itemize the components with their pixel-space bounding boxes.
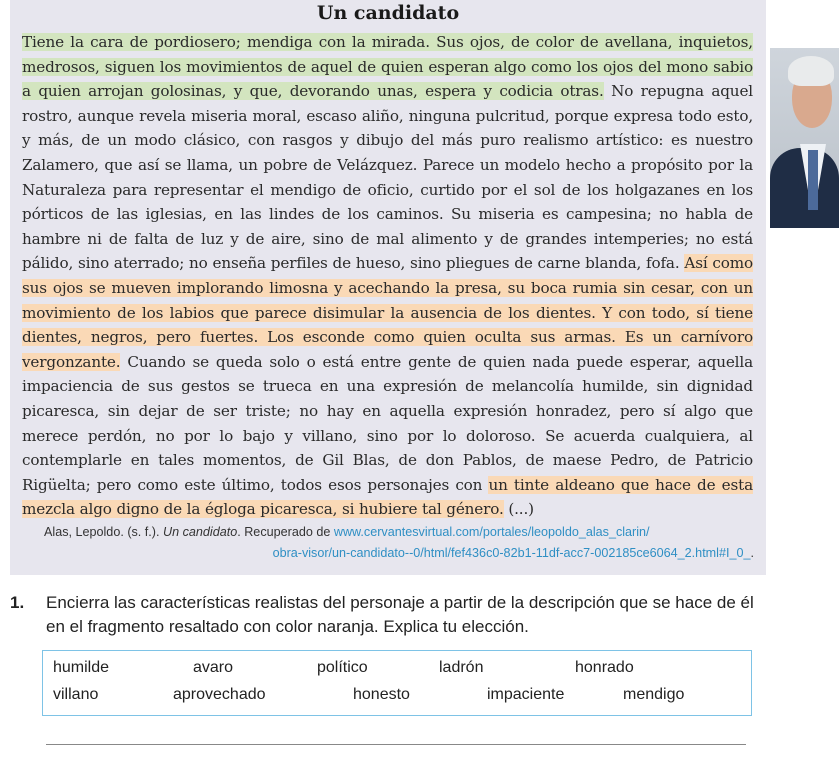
citation-link-1[interactable]: www.cervantesvirtual.com/portales/leopoldo_alas_clarin/ <box>333 525 650 539</box>
passage-plain-1: No repugna aquel rostro, aunque revela miseria moral, escaso aliño, ninguna pulcritud, porque expresa todo esto, y más, de un modo clásico, con rasgos y dibujo del más puro realismo artístico: es nuestro Zalamero, que así se llama, un pobre de Velázquez. Parece un modelo hecho a propósito por la Naturaleza para representar el mendigo de oficio, curtido por el sol de los holgazanes en los pórticos de las iglesias, en las lindes de los caminos. Su miseria es campesina; no habla de hambre ni de falta de luz y de aire, sino de mal alimento y de grandes intemperies; no está pálido, sino aterrado; no enseña perfiles de hueso, sino pliegues de carne blanda, fofa. <box>22 82 753 273</box>
word-option[interactable]: villano <box>53 686 99 703</box>
question-1 <box>10 591 770 639</box>
citation-link-2[interactable]: obra-visor/un-candidato--0/html/fef436c0-82b1-11df-acc7-002185ce6064_2.html#I_0_ <box>272 546 751 560</box>
highlight-orange-2: un tinte aldeano que hace de esta mezcla algo digno de la égloga picaresca, si hubiere tal género. <box>22 475 753 519</box>
citation-retrieved: . Recuperado de <box>237 525 334 539</box>
word-option[interactable]: aprovechado <box>173 686 266 703</box>
word-option[interactable]: político <box>317 659 368 676</box>
passage-ellipsis: (...) <box>503 500 534 519</box>
passage-text <box>22 30 753 522</box>
word-option[interactable]: impaciente <box>487 686 565 703</box>
question-text: Encierra las características realistas del personaje a partir de la descripción que se hace de él en el fragmento resaltado con color naranja. Explica tu elección. <box>46 593 754 636</box>
highlight-green: Tiene la cara de pordiosero; mendiga con la mirada. Sus ojos, de color de avellana, inquietos, medrosos, siguen los movimientos de aquel de quien esperan algo como los ojos del mono sabio a quien arrojan golosinas, y que, devorando unas, espera y codicia otras. <box>22 33 753 101</box>
word-option[interactable]: avaro <box>193 659 234 676</box>
citation-end: . <box>750 546 754 560</box>
word-option[interactable]: ladrón <box>439 659 484 676</box>
citation-work: Un candidato <box>163 525 238 539</box>
portrait-photo <box>770 48 839 228</box>
word-option[interactable]: humilde <box>53 659 110 676</box>
passage-plain-2: Cuando se queda solo o está entre gente de quien nada puede esperar, aquella impaciencia de sus gestos se trueca en una expresión de melancolía humilde, sin dignidad picaresca, sin dejar de ser triste; no hay en aquella expresión honradez, pero sí algo que merece perdón, no por lo bajo y villano, sino por lo doloroso. Se acuerda cualquiera, al contemplarle en tales momentos, de Gil Blas, de don Pablos, de maese Pedro, de Patricio Rigüelta; pero como este último, todos esos personajes con <box>22 352 753 494</box>
citation <box>44 522 754 564</box>
citation-author: Alas, Lepoldo. (s. f.). <box>44 525 163 539</box>
word-option[interactable]: mendigo <box>623 686 685 703</box>
word-option[interactable]: honesto <box>353 686 410 703</box>
answer-line[interactable] <box>46 744 746 745</box>
word-option[interactable]: honrado <box>575 659 634 676</box>
page-title: Un candidato <box>316 2 460 24</box>
highlight-orange-1: Así como sus ojos se mueven implorando limosna y acechando la presa, su boca rumia sin cesar, con un movimiento de los labios que parece disimular la ausencia de los dientes. Y con todo, sí tiene dientes, negros, pero fuertes. Los esconde como quien oculta sus armas. Es un carnívoro vergonzante. <box>22 254 753 371</box>
word-bank <box>42 650 752 716</box>
question-number: 1. <box>10 593 25 612</box>
